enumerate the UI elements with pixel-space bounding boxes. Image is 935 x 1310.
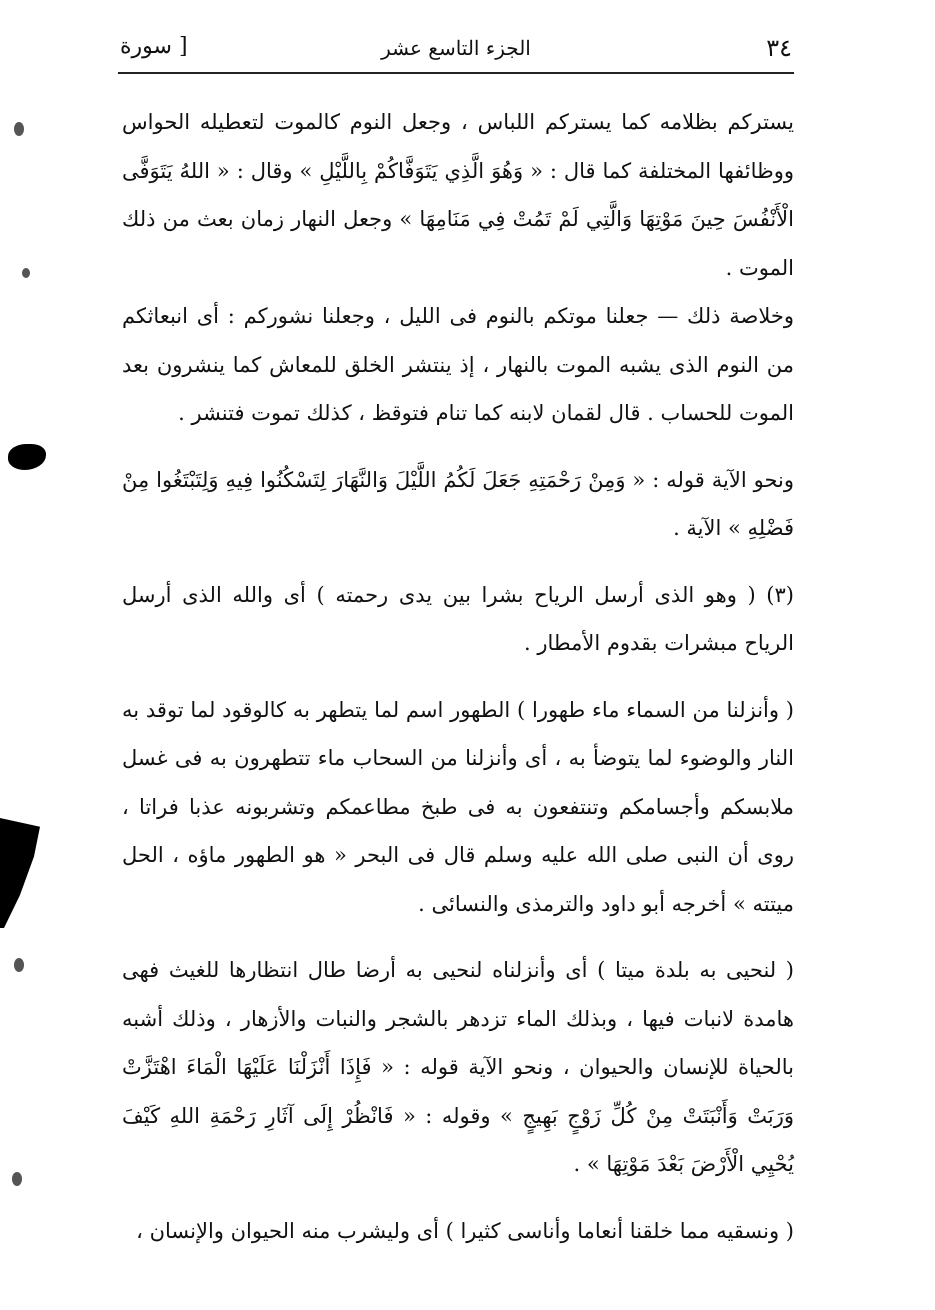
scan-speck-3 bbox=[14, 958, 24, 972]
paragraph-6: ( لنحيى به بلدة ميتا ) أى وأنزلناه لنحيى به أرضا طال انتظارها للغيث فهى هامدة لانبات فيها ، وبذلك الماء تزدهر بالشجر والنبات والأزهار ، وذلك أشبه بالحياة للإنسان والحيوان ، ونحو الآية قوله : « فَإِذَا أَنْزَلْنَا عَلَيْهَا الْمَاءَ اهْتَزَّتْ وَرَبَتْ وَأَنْبَتَتْ مِنْ كُلِّ زَوْجٍ بَهِيجٍ » وقوله : « فَانْظُرْ إِلَى آثَارِ رَحْمَةِ اللهِ كَيْفَ يُحْيِي الْأَرْضَ بَعْدَ مَوْتِهَا » . bbox=[122, 958, 794, 1176]
paragraph-3: ونحو الآية قوله : « وَمِنْ رَحْمَتِهِ جَعَلَ لَكُمُ اللَّيْلَ وَالنَّهَارَ لِتَسْكُنُوا فِيهِ وَلِتَبْتَغُوا مِنْ فَضْلِهِ » الآية . bbox=[122, 467, 794, 540]
ink-blot-top bbox=[8, 444, 46, 470]
paragraph-4: (٣) ( وهو الذى أرسل الرياح بشرا بين يدى رحمته ) أى والله الذى أرسل الرياح مبشرات بقدوم الأمطار . bbox=[122, 582, 794, 655]
ink-blot-bottom bbox=[0, 818, 40, 928]
scan-speck-1 bbox=[14, 122, 24, 136]
page-header bbox=[120, 28, 792, 72]
paragraph-1: يستركم بظلامه كما يستركم اللباس ، وجعل النوم كالموت لتعطيله الحواس ووظائفها المختلفة كما قال : « وَهُوَ الَّذِي يَتَوَفَّاكُمْ بِاللَّيْلِ » وقال : « اللهُ يَتَوَفَّى الْأَنْفُسَ حِينَ مَوْتِهَا وَالَّتِي لَمْ تَمُتْ فِي مَنَامِهَا » وجعل النهار زمان بعث من ذلك الموت . bbox=[122, 110, 794, 280]
page-number: ٣٤ bbox=[766, 34, 792, 62]
part-title: الجزء التاسع عشر bbox=[381, 36, 531, 60]
paragraph-2: وخلاصة ذلك — جعلنا موتكم بالنوم فى الليل ، وجعلنا نشوركم : أى انبعاثكم من النوم الذى يشبه الموت بالنهار ، إذ ينتشر الخلق للمعاش كما ينشرون بعد الموت للحساب . قال لقمان لابنه كما تنام فتوقظ ، كذلك تموت فتنشر . bbox=[122, 304, 794, 425]
paragraph-7: ( ونسقيه مما خلقنا أنعاما وأناسى كثيرا ) أى وليشرب منه الحيوان والإنسان ، bbox=[136, 1218, 794, 1243]
surah-label: [ سورة bbox=[120, 34, 188, 59]
scan-speck-4 bbox=[12, 1172, 22, 1186]
header-rule bbox=[118, 72, 794, 74]
page-body bbox=[122, 98, 794, 1255]
paragraph-5: ( وأنزلنا من السماء ماء طهورا ) الطهور اسم لما يتطهر به كالوقود لما توقد به النار والوضوء لما يتوضأ به ، أى وأنزلنا من السحاب ماء تتطهرون به فى غسل ملابسكم وأجسامكم وتنتفعون به فى طبخ مطاعمكم وتشربونه عذبا فراتا ، روى أن النبى صلى الله عليه وسلم قال فى البحر « هو الطهور ماؤه ، الحل ميتته » أخرجه أبو داود والترمذى والنسائى . bbox=[122, 697, 794, 916]
scan-speck-2 bbox=[22, 268, 30, 278]
